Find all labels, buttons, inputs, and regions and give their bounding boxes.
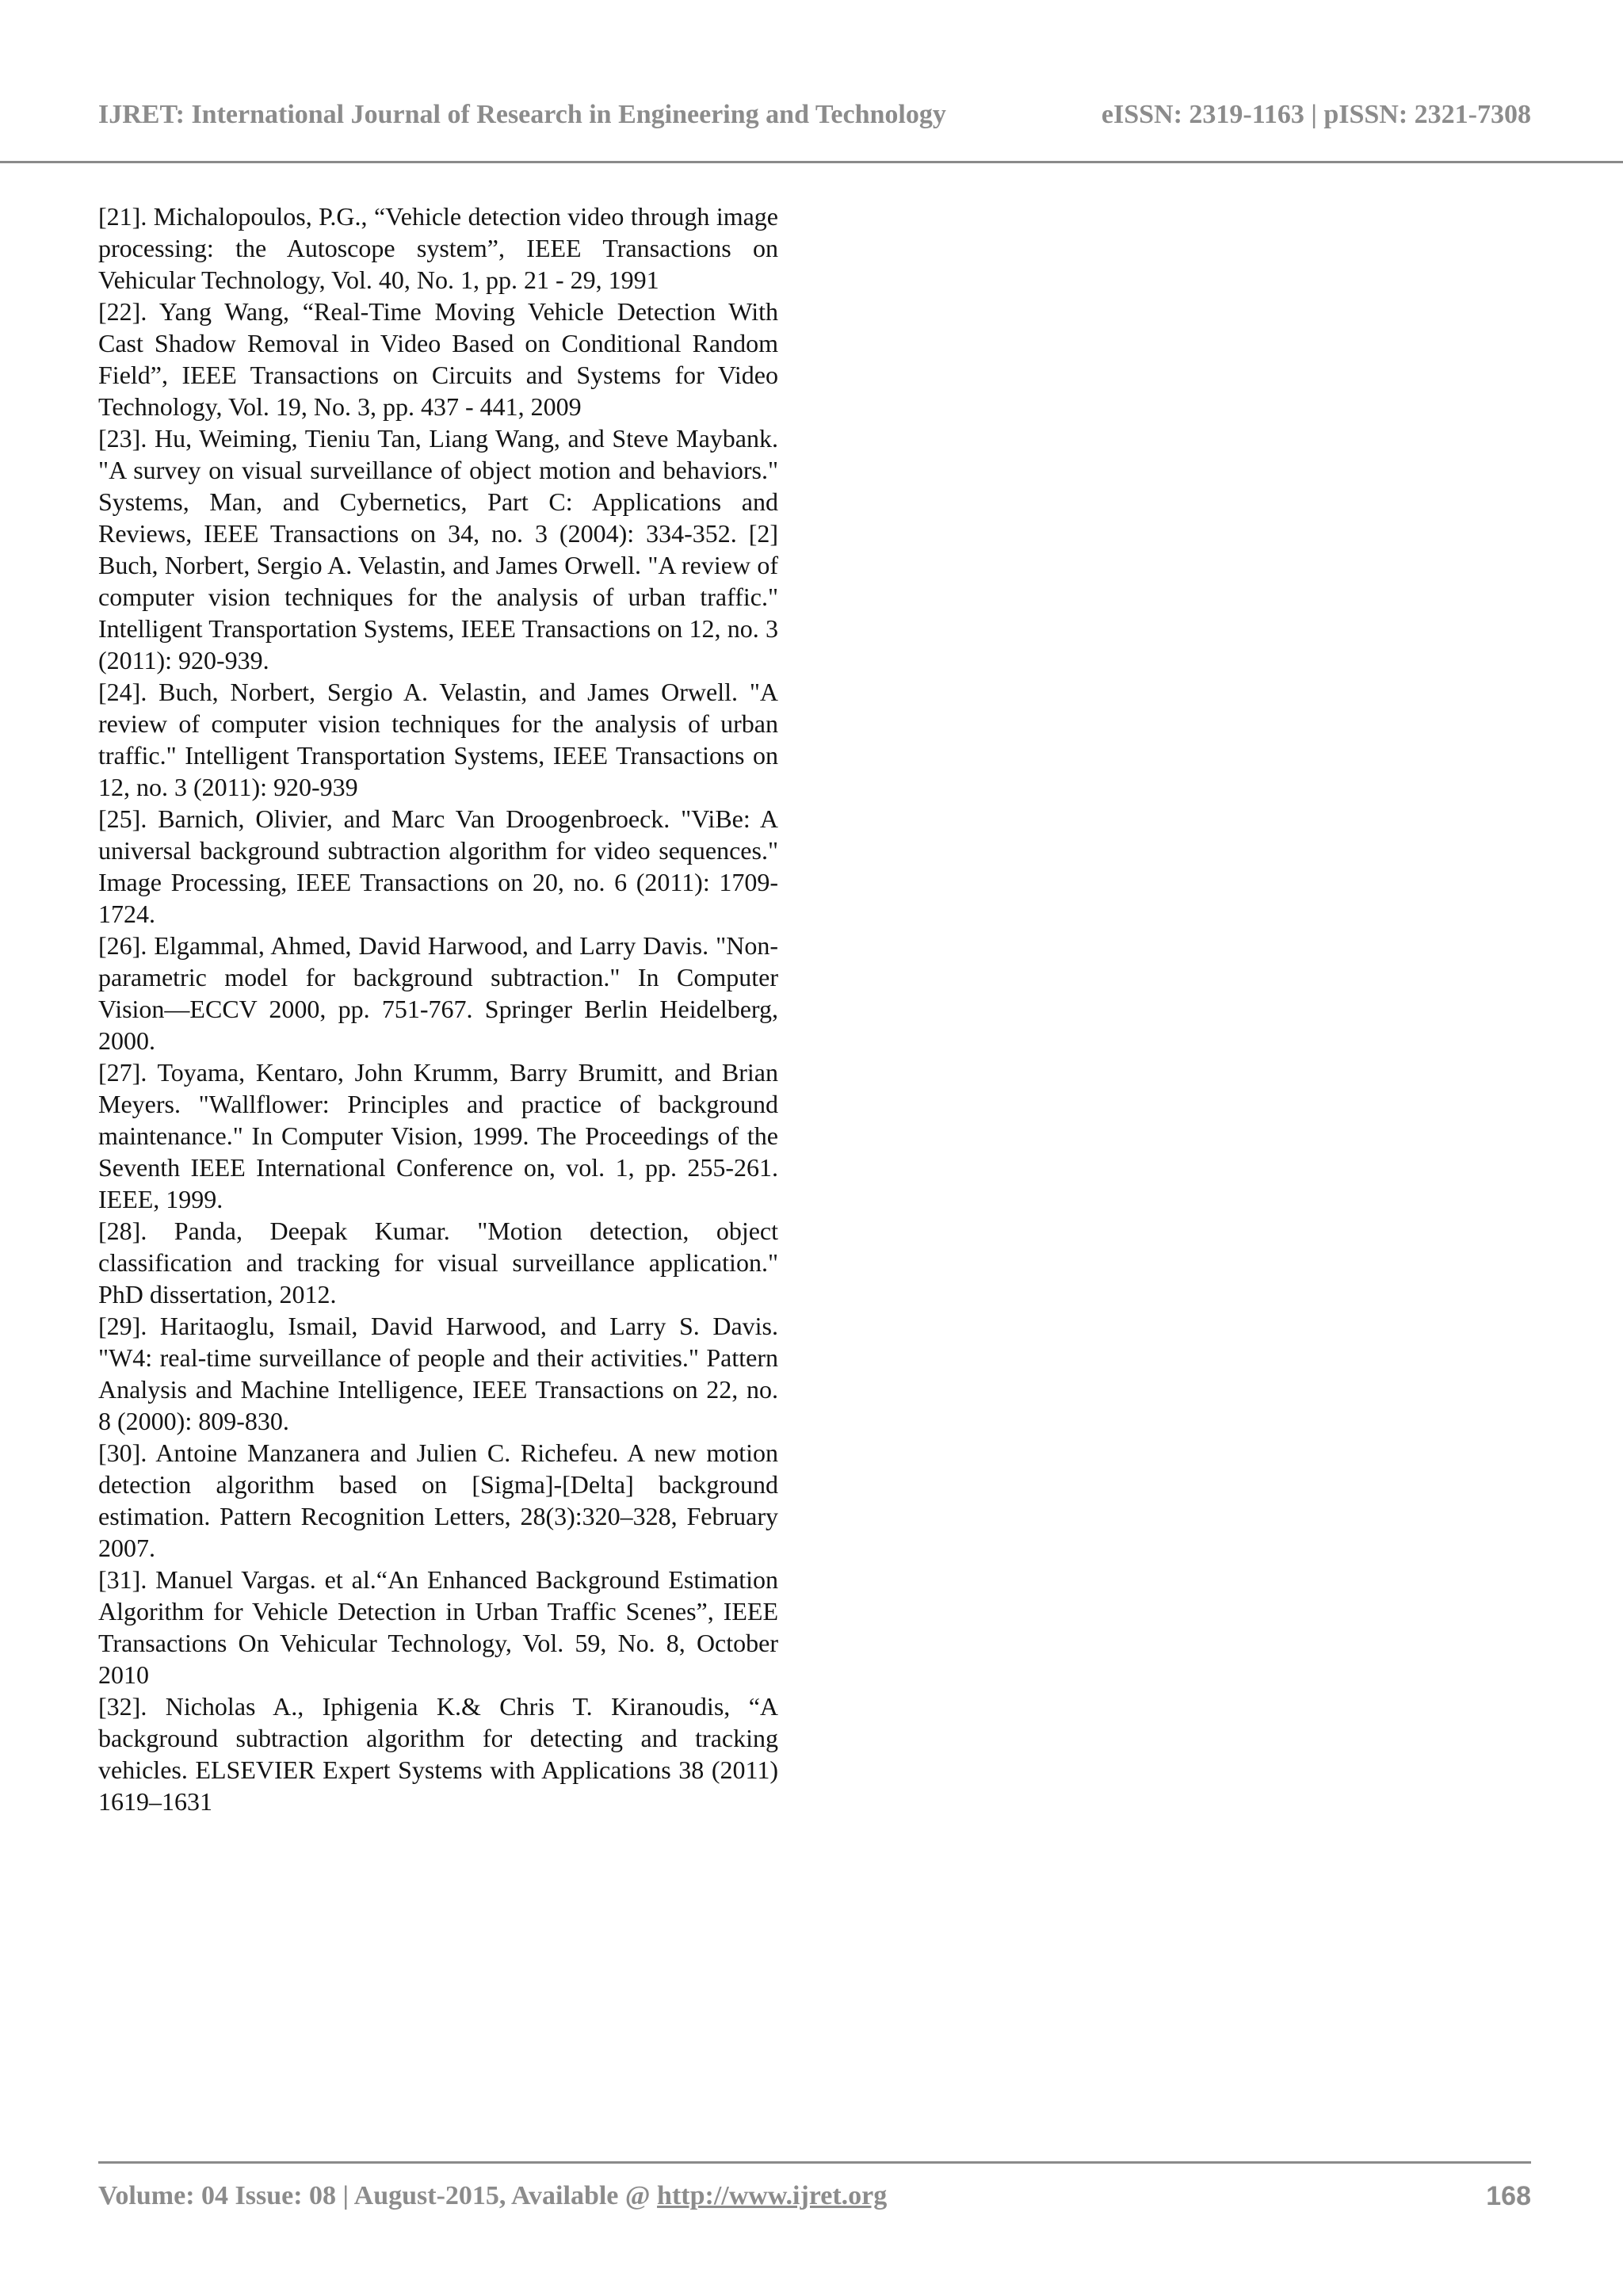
page-header bbox=[0, 0, 1623, 163]
reference-25: [25]. Barnich, Olivier, and Marc Van Droogenbroeck. "ViBe: A universal background subtraction algorithm for video sequences." Image Processing, IEEE Transactions on 20, no. 6 (2011): 1709-1724. bbox=[98, 804, 778, 928]
reference-24: [24]. Buch, Norbert, Sergio A. Velastin, and James Orwell. "A review of computer vision techniques for the analysis of urban traffic." Intelligent Transportation Systems, IEEE Transactions on 12, no. 3 (2011): 920-939 bbox=[98, 678, 778, 801]
reference-32: [32]. Nicholas A., Iphigenia K.& Chris T. Kiranoudis, “A background subtraction algorithm for detecting and tracking vehicles. ELSEVIER Expert Systems with Applications 38 (2011) 1619–1631 bbox=[98, 1692, 778, 1816]
footer-volume-text: Volume: 04 Issue: 08 | August-2015, Available @ bbox=[98, 2181, 658, 2210]
issn-info: eISSN: 2319-1163 | pISSN: 2321-7308 bbox=[1101, 100, 1531, 129]
footer-divider bbox=[98, 2161, 1531, 2164]
reference-28: [28]. Panda, Deepak Kumar. "Motion detection, object classification and tracking for visual surveillance application." PhD dissertation, 2012. bbox=[98, 1217, 778, 1308]
reference-27: [27]. Toyama, Kentaro, John Krumm, Barry Brumitt, and Brian Meyers. "Wallflower: Principles and practice of background maintenance." In Computer Vision, 1999. The Proceedings of the Seventh IEEE International Conference on, vol. 1, pp. 255-261. IEEE, 1999. bbox=[98, 1058, 778, 1213]
journal-title: IJRET: International Journal of Research in Engineering and Technology bbox=[98, 100, 946, 129]
reference-23: [23]. Hu, Weiming, Tieniu Tan, Liang Wang, and Steve Maybank. "A survey on visual surveillance of object motion and behaviors." Systems, Man, and Cybernetics, Part C: Applications and Reviews, IEEE Transactions on 34, no. 3 (2004): 334-352. [2] Buch, Norbert, Sergio A. Velastin, and James Orwell. "A review of computer vision techniques for the analysis of urban traffic." Intelligent Transportation Systems, IEEE Transactions on 12, no. 3 (2011): 920-939. bbox=[98, 424, 778, 674]
reference-21: [21]. Michalopoulos, P.G., “Vehicle detection video through image processing: the Autoscope system”, IEEE Transactions on Vehicular Technology, Vol. 40, No. 1, pp. 21 - 29, 1991 bbox=[98, 202, 778, 294]
reference-list bbox=[98, 201, 778, 1817]
reference-29: [29]. Haritaoglu, Ismail, David Harwood, and Larry S. Davis. "W4: real-time surveillance of people and their activities." Pattern Analysis and Machine Intelligence, IEEE Transactions on 22, no. 8 (2000): 809-830. bbox=[98, 1312, 778, 1435]
reference-26: [26]. Elgammal, Ahmed, David Harwood, and Larry Davis. "Non-parametric model for background subtraction." In Computer Vision—ECCV 2000, pp. 751-767. Springer Berlin Heidelberg, 2000. bbox=[98, 931, 778, 1055]
journal-website-link[interactable]: http://www.ijret.org bbox=[657, 2181, 888, 2210]
page-number: 168 bbox=[1486, 2181, 1531, 2211]
footer-volume-info bbox=[98, 2181, 887, 2211]
reference-22: [22]. Yang Wang, “Real-Time Moving Vehicle Detection With Cast Shadow Removal in Video Based on Conditional Random Field”, IEEE Transactions on Circuits and Systems for Video Technology, Vol. 19, No. 3, pp. 437 - 441, 2009 bbox=[98, 297, 778, 421]
reference-31: [31]. Manuel Vargas. et al.“An Enhanced Background Estimation Algorithm for Vehicle Detection in Urban Traffic Scenes”, IEEE Transactions On Vehicular Technology, Vol. 59, No. 8, October 2010 bbox=[98, 1565, 778, 1689]
reference-30: [30]. Antoine Manzanera and Julien C. Richefeu. A new motion detection algorithm based on [Sigma]-[Delta] background estimation. Pattern Recognition Letters, 28(3):320–328, February 2007. bbox=[98, 1438, 778, 1562]
